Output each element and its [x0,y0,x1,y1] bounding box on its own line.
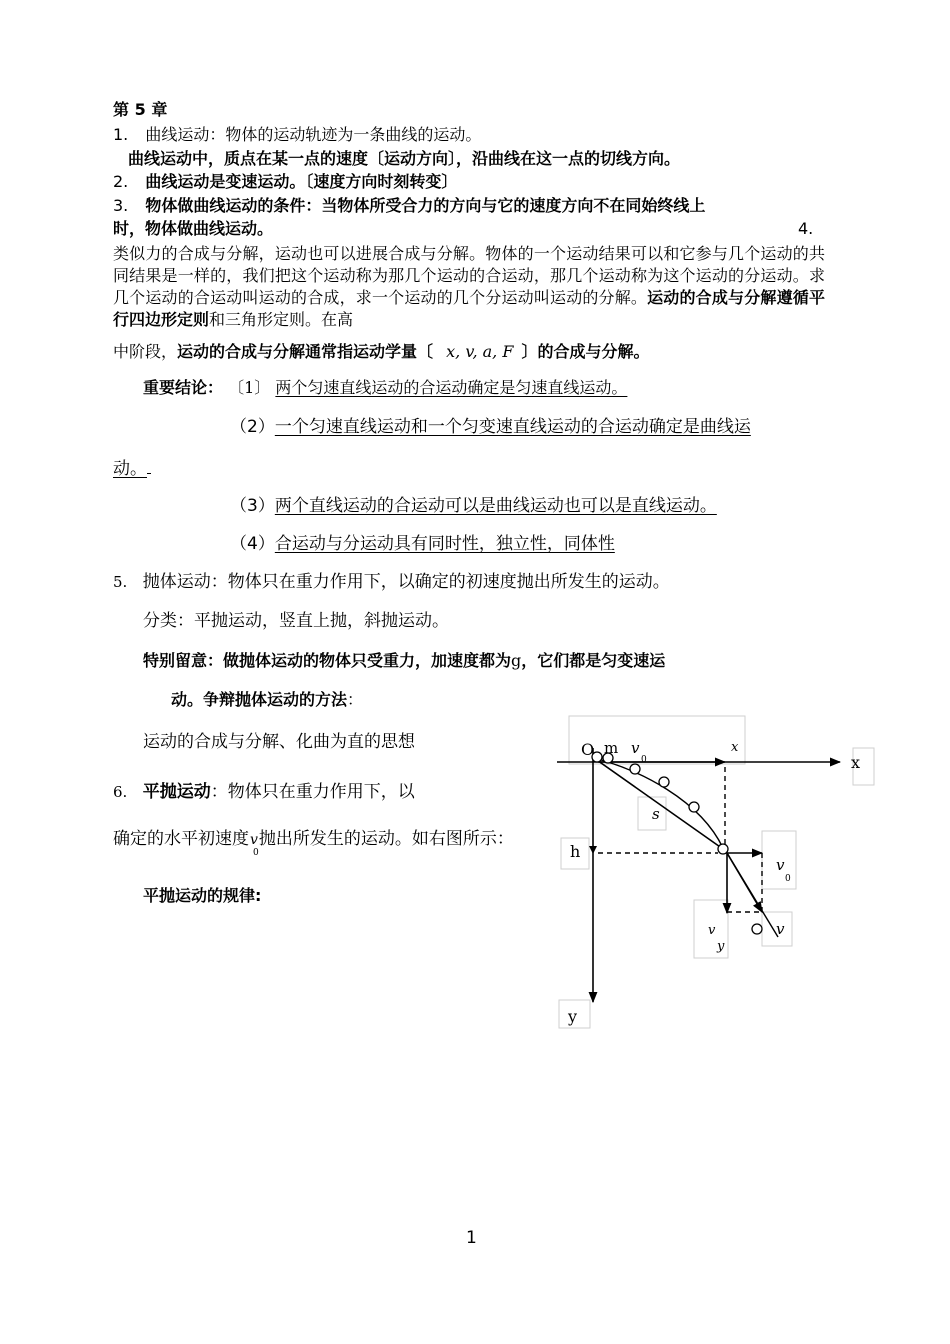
displacement-line [594,758,723,849]
item-3-line-2: 时，物体做曲线运动。 [113,219,274,238]
item-5-note-colon: ： [347,690,364,709]
item-6-rules-heading: 平抛运动的规律: [143,886,262,905]
page-number: 1 [466,1228,477,1248]
item-5-method: 运动的合成与分解、化曲为直的思想 [143,732,415,752]
item-4-rule-2: 运动的合成与分解通常指运动学量〔 [177,342,434,361]
height-label: h [570,842,581,861]
chapter-suffix: 章 [151,100,168,119]
conclusion-3-text: 两个直线运动的合运动可以是曲线运动也可以是直线运动。 [274,496,717,516]
item-5-text: 抛体运动：物体只在重力作用下，以确定的初速度抛出所发生的运动。 [142,572,670,592]
ball-positions [592,752,762,934]
item-4-number: 4. [798,219,814,238]
conclusion-4-number: （4） [230,534,275,554]
item-4-text: 类似力的合成与分解，运动也可以进展合成与分解。物体的一个运动结果可以和它参与几个运动的共同结果是一样的，我们把这个运动称为那几个运动的合运动，那几个运动称为这个运动的分运动。求几个运动的合运动叫运动的合成，求一个运动的几个分运动叫运动的分解。 [113,244,825,307]
item-1-text: 曲线运动：物体的运动轨迹为一条曲线的运动。 [145,125,482,144]
y-axis-label: y [568,1007,578,1026]
item-4-tail: 和三角形定则。在高 [209,310,354,329]
x-axis-label: x [851,753,861,772]
item-4-tail-2: 中阶段， [113,342,178,361]
item-6-line-2b: 抛出所发生的运动。如右图所示： [258,829,514,849]
item-6-v-sub: 0 [253,848,259,858]
item-4-rule: 运动的合成与分解遵循平行四边形定则 [113,288,825,329]
item-5-number: 5. [113,573,128,591]
mass-label: m [604,739,619,757]
conclusion-3-number: （3） [230,496,275,516]
item-1-number: 1. [113,125,129,144]
conclusion-label: 重要结论： [143,378,224,397]
x-distance-label: x [731,740,739,755]
velocity-direction-line [727,853,778,937]
item-5-note-g: g [511,651,522,670]
resultant-velocity-label: v [776,920,785,938]
conclusion-2-text-2: 动。 [113,459,147,479]
conclusion-2-text: 一个匀速直线运动和一个匀变速直线运动的合运动确定是曲线运 [274,417,751,437]
v0-component-sub: 0 [785,874,791,884]
displacement-label: s [652,805,660,823]
h-marker [589,846,597,854]
item-4-rule-3: 〕的合成与分解。 [521,342,650,361]
item-6-title: 平抛运动 [142,782,211,802]
item-5-classification: 分类：平抛运动，竖直上抛，斜抛运动。 [143,611,449,631]
item-6-number: 6. [113,783,128,801]
conclusion-2-number: （2） [230,417,275,437]
vy-label-sub: y [717,939,725,954]
item-5-note-3: 动。争辩抛体运动的方法 [171,690,348,709]
v0-component-label: v [776,856,785,874]
item-1-detail: 曲线运动中，质点在某一点的速度〔运动方向〕，沿曲线在这一点的切线方向。 [128,149,681,168]
chapter-prefix: 第 [113,100,130,119]
item-2-text: 曲线运动是变速运动。〔速度方向时刻转变〕 [145,172,458,191]
conclusion-4-text: 合运动与分运动具有同时性，独立性，同体性 [274,534,615,554]
item-6-text: ：物体只在重力作用下，以 [210,782,415,802]
item-6-v: v [250,832,258,848]
item-4-vars: x, v, a, F [446,342,514,361]
v0-label: v [631,739,640,757]
v0-label-sub: 0 [641,755,647,765]
chapter-num: 5 [134,100,146,119]
item-2-number: 2. [113,172,129,191]
item-3-number: 3. [113,196,129,215]
conclusion-1-text: 两个匀速直线运动的合运动确定是匀速直线运动。 [275,378,628,397]
origin-label: O [581,740,595,759]
conclusion-1-number: 〔1〕 [228,378,271,397]
item-5-note-1: 特别留意：做抛体运动的物体只受重力，加速度都为 [143,651,512,670]
item-5-note-2: ，它们都是匀变速运 [521,651,666,670]
item-3-line-1: 物体做曲线运动的条件：当物体所受合力的方向与它的速度方向不在同始终线上 [145,196,706,215]
vy-label: v [708,923,716,938]
item-6-line-2a: 确定的水平初速度 [113,829,249,849]
